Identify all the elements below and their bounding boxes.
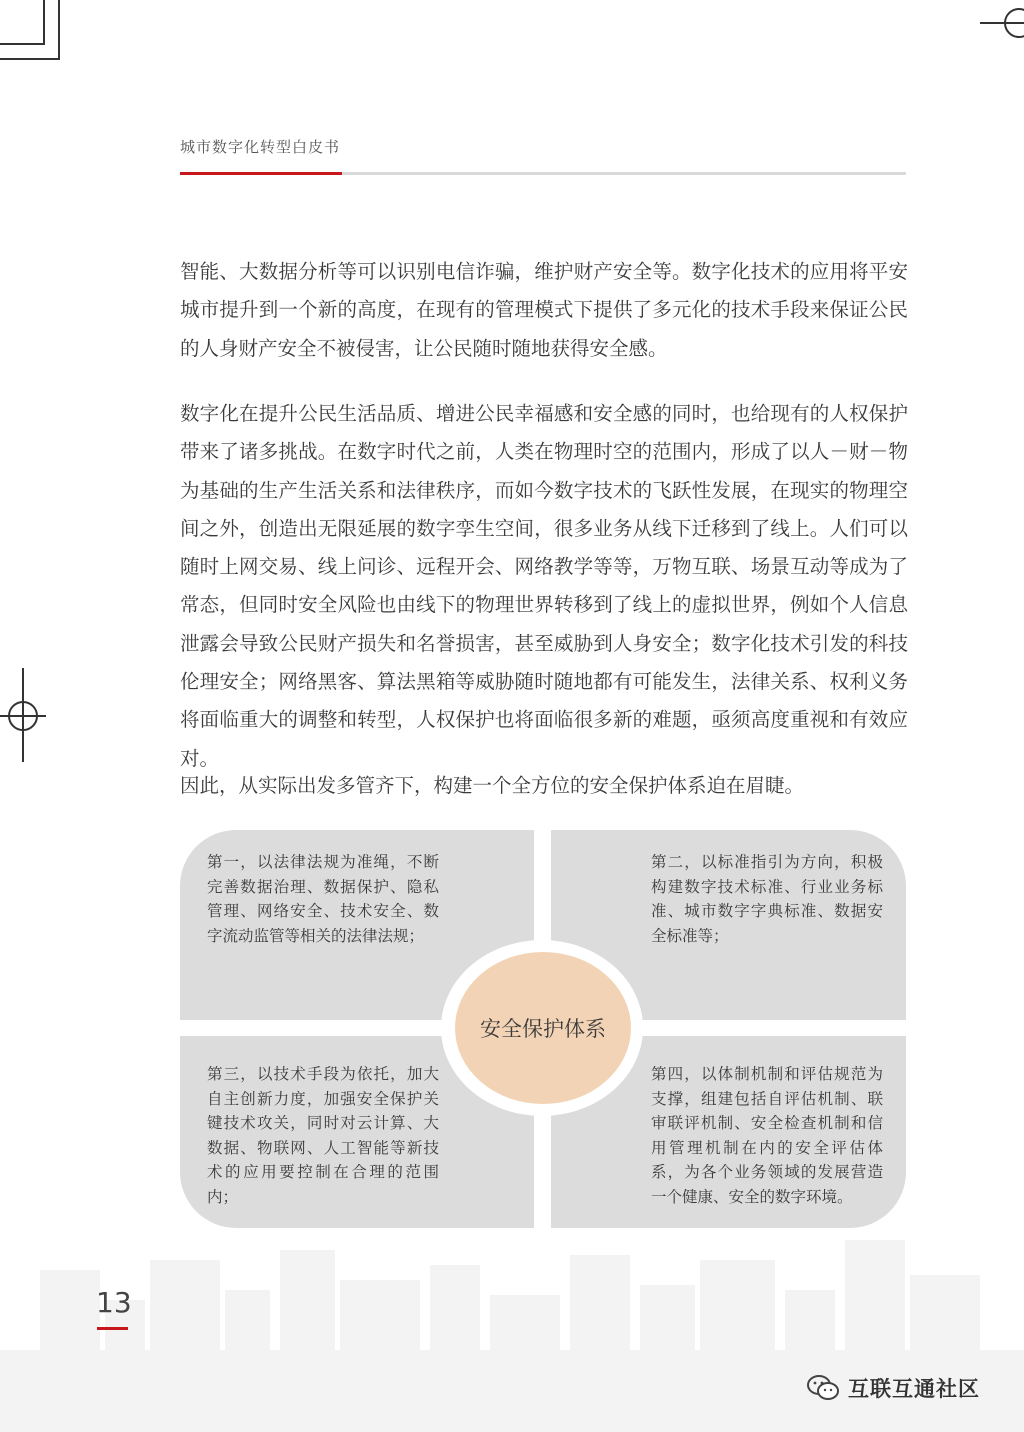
page-number: 13 bbox=[96, 1286, 132, 1319]
quadrant-legal-text: 第一，以法律法规为准绳，不断完善数据治理、数据保护、隐私管理、网络安全、技术安全、数字流动监管等相关的法律法规； bbox=[207, 853, 439, 945]
watermark bbox=[806, 1373, 980, 1403]
quadrant-standards-text: 第二，以标准指引为方向，积极构建数字技术标准、行业业务标准、城市数字字典标准、数据安全标准等； bbox=[651, 853, 883, 945]
quadrant-technology-text: 第三，以技术手段为依托，加大自主创新力度，加强安全保护关键技术攻关，同时对云计算、大数据、物联网、人工智能等新技术的应用要控制在合理的范围内； bbox=[207, 1065, 439, 1206]
center-circle bbox=[455, 952, 631, 1104]
running-header-title: 城市数字化转型白皮书 bbox=[180, 138, 341, 156]
quadrant-mechanism-text: 第四，以体制机制和评估规范为支撑，组建包括自评估机制、联审联评机制、安全检查机制和信用管理机制在内的安全评估体系，为各个业务领域的发展营造一个健康、安全的数字环境。 bbox=[651, 1065, 883, 1206]
page-number-rule bbox=[97, 1327, 128, 1330]
paragraph-2: 数字化在提升公民生活品质、增进公民幸福感和安全感的同时，也给现有的人权保护带来了诸多挑战。在数字时代之前，人类在物理时空的范围内，形成了以人－财－物为基础的生产生活关系和法律秩序，而如今数字技术的飞跃性发展，在现实的物理空间之外，创造出无限延展的数字孪生空间，很多业务从线下迁移到了线上。人们可以随时上网交易、线上问诊、远程开会、网络教学等等，万物互联、场景互动等成为了常态，但同时安全风险也由线下的物理世界转移到了线上的虚拟世界，例如个人信息泄露会导致公民财产损失和名誉损害，甚至威胁到人身安全；数字化技术引发的科技伦理安全；网络黑客、算法黑箱等威胁随时随地都有可能发生，法律关系、权利义务将面临重大的调整和转型，人权保护也将面临很多新的难题，亟须高度重视和有效应对。 bbox=[180, 402, 908, 770]
paragraph-1: 智能、大数据分析等可以识别电信诈骗，维护财产安全等。数字化技术的应用将平安城市提升到一个新的高度，在现有的管理模式下提供了多元化的技术手段来保证公民的人身财产安全不被侵害，让公民随时随地获得安全感。 bbox=[180, 260, 908, 360]
wechat-icon bbox=[806, 1374, 840, 1402]
watermark-text: 互联互通社区 bbox=[848, 1377, 980, 1401]
header-rule-accent bbox=[180, 172, 342, 175]
city-skyline-background bbox=[0, 1240, 1024, 1432]
paragraph-3: 因此，从实际出发多管齐下，构建一个全方位的安全保护体系迫在眉睫。 bbox=[180, 774, 805, 797]
header-rule bbox=[180, 172, 906, 175]
center-label: 安全保护体系 bbox=[480, 1017, 606, 1041]
